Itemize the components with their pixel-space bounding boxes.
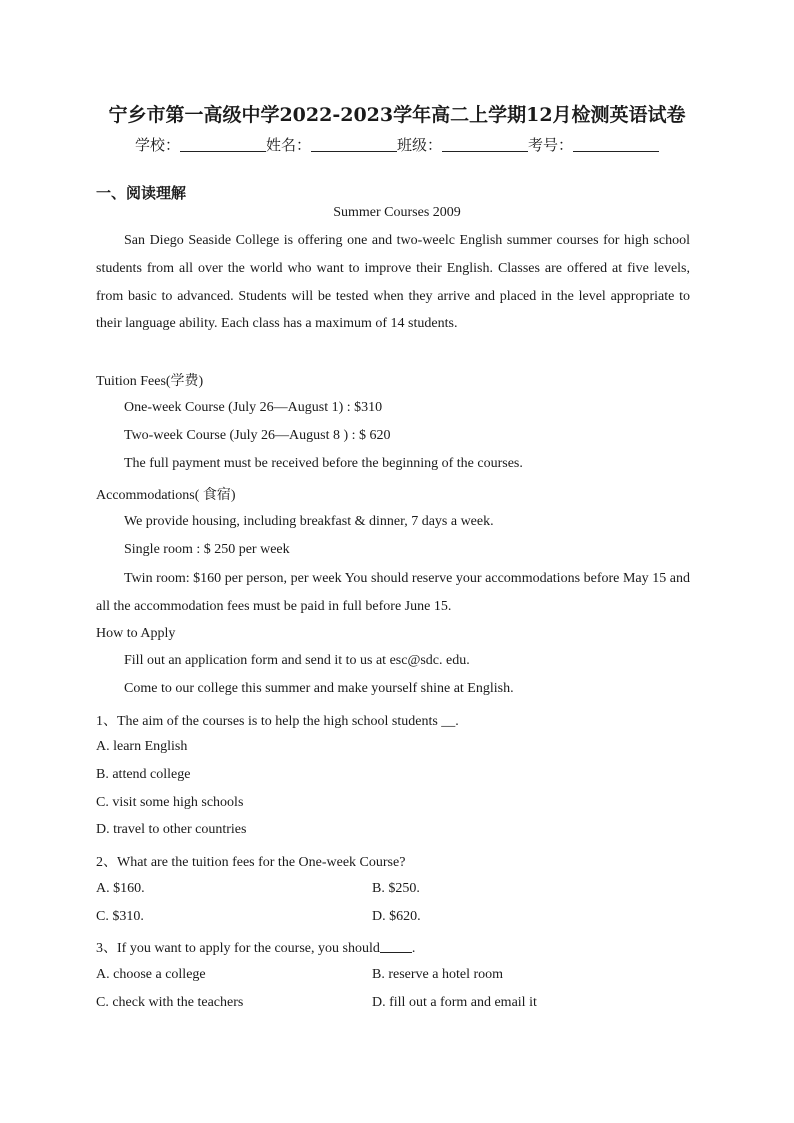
accommodation-heading: Accommodations( 食宿): [96, 488, 236, 503]
question-3-option-b[interactable]: B. reserve a hotel room: [372, 967, 504, 982]
question-2-option-d[interactable]: D. $620.: [372, 909, 421, 924]
exam-title: 宁乡市第一高级中学2022-2023学年高二上学期12月检测英语试卷: [108, 104, 686, 126]
accommodation-twin: Twin room: $160 per person, per week You should reserve your accommodations before May 15 and all the accommodation fees must be paid in full before June 15.: [96, 571, 690, 614]
passage-intro: San Diego Seaside College is offering one and two-weelc English summer courses for high school students from all over the world who want to improve their English. Classes are offered at five levels, from basic to advanced. Students will be tested when they arrive and placed in the level appropriate to their language ability. Each class has a maximum of 14 students.: [96, 233, 690, 332]
fee-one-week: One-week Course (July 26—August 1) : $310: [124, 400, 383, 415]
school-label: 学校：: [134, 136, 180, 154]
name-label: 姓名：: [265, 136, 311, 154]
question-1-option-a[interactable]: A. learn English: [96, 739, 188, 754]
passage-title: Summer Courses 2009: [333, 205, 461, 220]
name-blank[interactable]: [311, 137, 397, 152]
fee-note: The full payment must be received before the beginning of the courses.: [124, 456, 523, 471]
accommodation-housing: We provide housing, including breakfast & dinner, 7 days a week.: [124, 514, 494, 529]
number-blank[interactable]: [573, 137, 659, 152]
question-2-option-b[interactable]: B. $250.: [372, 881, 420, 896]
apply-heading: How to Apply: [96, 626, 176, 641]
fees-heading: Tuition Fees(学费): [96, 374, 204, 389]
question-1-stem: 1、The aim of the courses is to help the high school students __.: [96, 714, 459, 729]
question-3-stem: 3、If you want to apply for the course, you should: [96, 941, 380, 956]
student-info-line: [0, 134, 794, 155]
number-label: 考号：: [528, 136, 574, 154]
question-2-option-a[interactable]: A. $160.: [96, 881, 145, 896]
class-blank[interactable]: [442, 137, 528, 152]
class-label: 班级：: [397, 136, 443, 154]
question-1-option-d[interactable]: D. travel to other countries: [96, 822, 247, 837]
question-2-option-c[interactable]: C. $310.: [96, 909, 144, 924]
question-3-option-a[interactable]: A. choose a college: [96, 967, 206, 982]
fee-two-week: Two-week Course (July 26—August 8 ) : $ 620: [124, 428, 391, 443]
question-3-option-d[interactable]: D. fill out a form and email it: [372, 995, 537, 1010]
section-heading: 一、阅读理解: [96, 184, 187, 202]
question-2-stem: 2、What are the tuition fees for the One-week Course?: [96, 855, 406, 870]
school-blank[interactable]: [180, 137, 266, 152]
question-3-stem-line: 3、If you want to apply for the course, you should .: [96, 941, 416, 956]
question-1-option-c[interactable]: C. visit some high schools: [96, 795, 244, 810]
apply-step-2: Come to our college this summer and make yourself shine at English.: [124, 681, 514, 696]
accommodation-single: Single room : $ 250 per week: [124, 542, 290, 557]
question-3-option-c[interactable]: C. check with the teachers: [96, 995, 244, 1010]
question-1-option-b[interactable]: B. attend college: [96, 767, 191, 782]
apply-step-1: Fill out an application form and send it to us at esc@sdc. edu.: [124, 653, 470, 668]
answer-blank[interactable]: [380, 940, 412, 953]
